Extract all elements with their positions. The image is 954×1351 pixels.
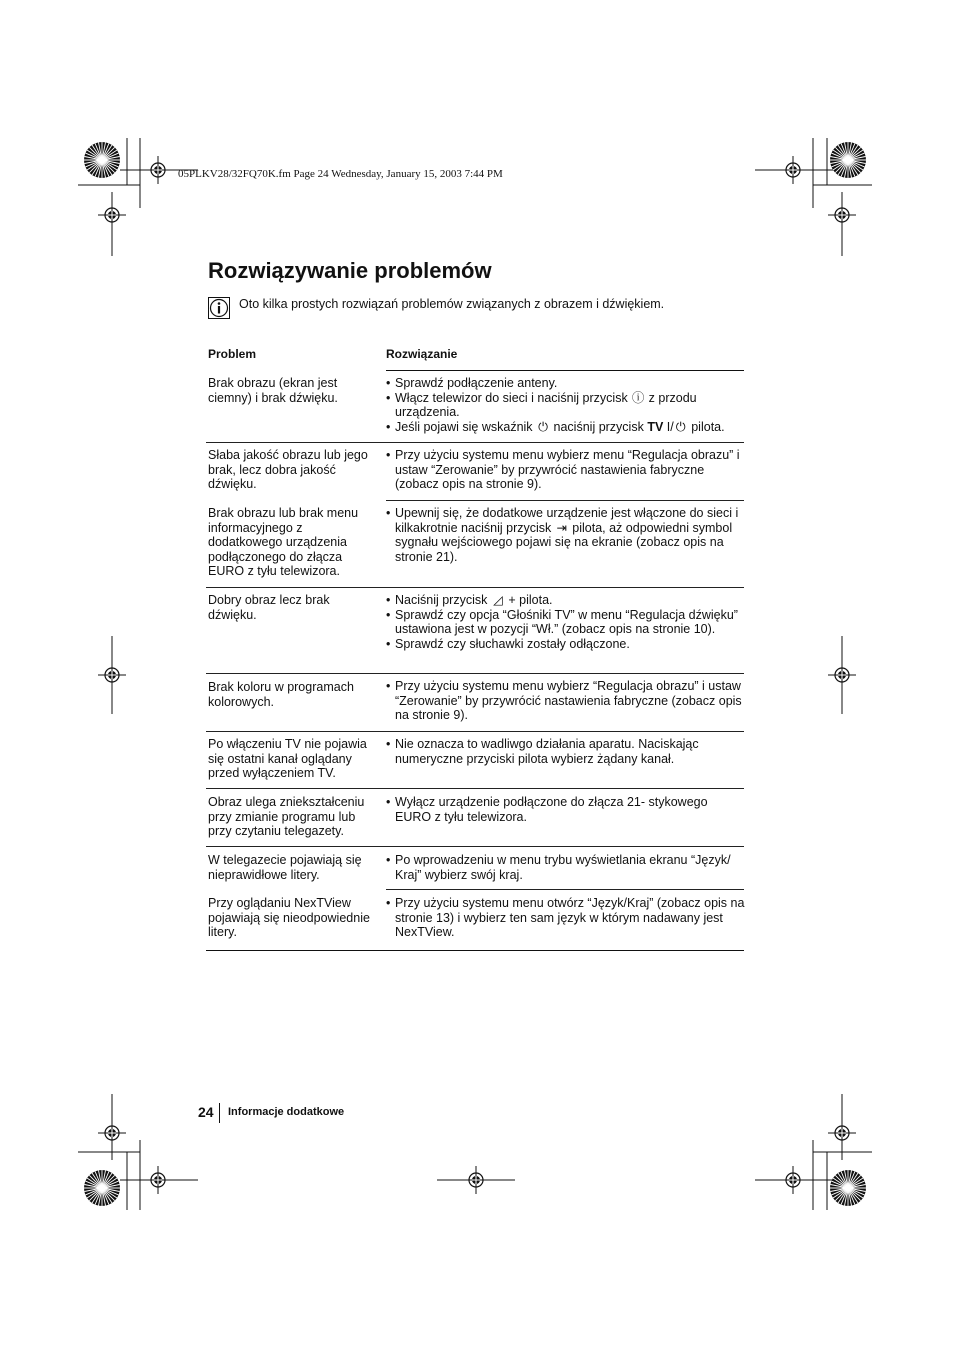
list-item: • Przy użyciu systemu menu wybierz “Regulacja obrazu” i ustaw “Zerowanie” by przywrócić nastawienia fabryczne (zobacz opis na stronie 9). <box>386 679 746 723</box>
column-header-solution: Rozwiązanie <box>386 347 458 361</box>
file-header: 05PLKV28/32FQ70K.fm Page 24 Wednesday, January 15, 2003 7:44 PM <box>178 168 503 180</box>
footer-section: Informacje dodatkowe <box>228 1106 345 1118</box>
list-item: • Po wprowadzeniu w menu trybu wyświetlania ekranu “Język/ Kraj” wybierz swój kraj. <box>386 853 746 882</box>
volume-plus-icon: ◿ <box>493 593 503 607</box>
row-3-solution <box>386 506 746 564</box>
row-2-solution <box>386 448 746 492</box>
row-9-problem: Przy oglądaniu NexTView pojawiają się nieodpowiednie litery. <box>208 896 370 939</box>
row-5-problem: Brak koloru w programach kolorowych. <box>208 680 354 709</box>
list-item: • Upewnij się, że dodatkowe urządzenie jest włączone do sieci i kilkakrotnie naciśnij przycisk ⇥ pilota, aż odpowiedni symbol sygnału wejściowego pojawi się na ekranie (zobacz opis na stronie 21). <box>386 506 746 564</box>
row-divider <box>206 442 744 443</box>
row-1-solution <box>386 376 746 434</box>
column-header-problem: Problem <box>208 347 257 361</box>
row-8-solution <box>386 853 746 882</box>
row-1-problem: Brak obrazu (ekran jest ciemny) i brak dźwięku. <box>208 376 338 405</box>
list-item: • Przy użyciu systemu menu wybierz menu “Regulacja obrazu” i ustaw “Zerowanie” by przywrócić nastawienia fabryczne (zobacz opis na stronie 9). <box>386 448 746 492</box>
row-5-solution <box>386 679 746 723</box>
standby-icon: ⏻ <box>538 419 548 434</box>
standby-icon: ⏻ <box>675 419 686 434</box>
row-6-solution <box>386 737 746 766</box>
info-icon <box>208 297 230 319</box>
input-icon: ⇥ <box>556 520 568 535</box>
footer-divider <box>219 1103 220 1123</box>
list-item: • Nie oznacza to wadliwgo działania aparatu. Naciskając numeryczne przyciski pilota wybierz żądany kanał. <box>386 737 746 766</box>
list-item: • Włącz telewizor do sieci i naciśnij przycisk ⓘ z przodu urządzenia. <box>386 391 746 420</box>
row-divider <box>206 673 744 674</box>
header-rule <box>386 370 744 371</box>
list-item: • Sprawdź podłączenie anteny. <box>386 376 746 391</box>
list-item: • Sprawdź czy słuchawki zostały odłączone. <box>386 637 746 652</box>
row-7-problem: Obraz ulega zniekształceniu przy zmianie programu lub przy czytaniu telegazety. <box>208 795 365 838</box>
list-item: • Jeśli pojawi się wskaźnik ⏻ naciśnij przycisk TV I/ ⏻ pilota. <box>386 420 746 435</box>
list-item: • Przy użyciu systemu menu otwórz “Język/Kraj” (zobacz opis na stronie 13) i wybierz ten sam język w którym nadawany jest NexTView. <box>386 896 746 940</box>
row-2-problem: Słaba jakość obrazu lub jego brak, lecz dobra jakość dźwięku. <box>208 448 368 491</box>
row-divider <box>386 889 744 890</box>
row-3-problem: Brak obrazu lub brak menu informacyjnego z dodatkowego urządzenia podłączonego do złącza EURO z tyłu telewizora. <box>208 506 359 578</box>
page-title: Rozwiązywanie problemów <box>208 258 492 283</box>
row-divider <box>206 846 744 847</box>
table-bottom-rule <box>206 950 744 951</box>
row-divider <box>206 731 744 732</box>
row-divider <box>206 788 744 789</box>
list-item: • Naciśnij przycisk ◿ + pilota. <box>386 593 746 608</box>
page-number: 24 <box>198 1104 214 1120</box>
row-divider <box>386 500 744 501</box>
row-7-solution <box>386 795 746 824</box>
row-4-solution <box>386 593 746 651</box>
intro-text: Oto kilka prostych rozwiązań problemów związanych z obrazem i dźwiękiem. <box>239 297 665 311</box>
row-9-solution <box>386 896 746 940</box>
row-4-problem: Dobry obraz lecz brak dźwięku. <box>208 593 330 622</box>
row-8-problem: W telegazecie pojawiają się nieprawidłowe litery. <box>208 853 362 882</box>
list-item: • Wyłącz urządzenie podłączone do złącza 21- stykowego EURO z tyłu telewizora. <box>386 795 746 824</box>
row-6-problem: Po włączeniu TV nie pojawia się ostatni kanał oglądany przed wyłączeniem TV. <box>208 737 367 780</box>
list-item: • Sprawdź czy opcja “Głośniki TV” w menu “Regulacja dźwięku” ustawiona jest w pozycji “Wł.” (zobacz opis na stronie 10). <box>386 608 746 637</box>
row-divider <box>206 587 744 588</box>
power-icon: ⓘ <box>631 390 645 405</box>
